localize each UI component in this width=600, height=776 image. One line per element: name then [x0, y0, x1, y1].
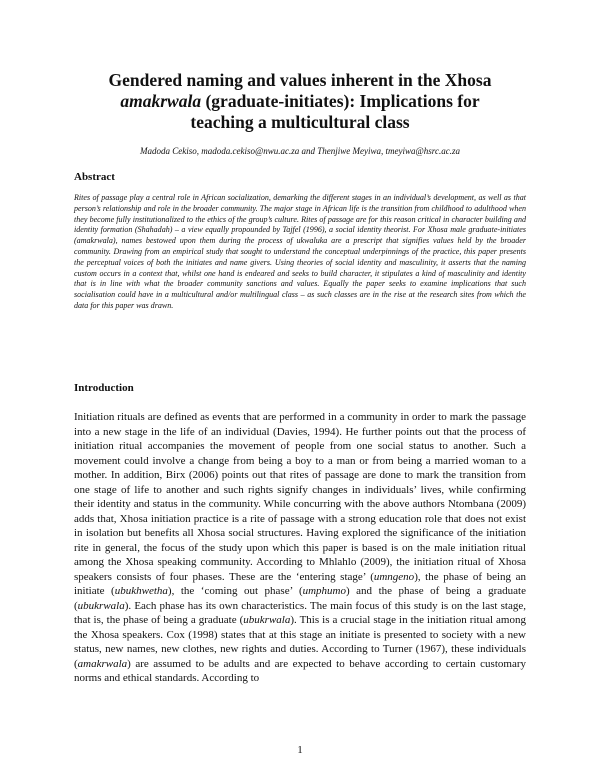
author-line: Madoda Cekiso, madoda.cekiso@nwu.ac.za and Thenjiwe Meyiwa, tmeyiwa@hsrc.ac.za: [140, 146, 460, 156]
abstract-heading: Abstract: [74, 171, 115, 183]
title-line-3: teaching a multicultural class: [190, 112, 410, 132]
intro-term-1: umngeno: [373, 570, 415, 583]
paper-title: [60, 70, 540, 133]
intro-text-2: ), the phase of being an initiate (: [74, 570, 526, 597]
intro-term-6: amakrwala: [77, 657, 128, 670]
intro-term-2: ubukhwetha: [114, 585, 168, 597]
page-number: 1: [297, 744, 303, 756]
intro-term-5: ubukrwala: [243, 614, 291, 626]
introduction-paragraph: [74, 410, 526, 686]
intro-text-5: ). Each phase has its own characteristics. The main focus of this study is on the last stage, that is, the phase of being a graduate (: [74, 599, 526, 626]
intro-text-4: ) and the phase of being a graduate (: [74, 585, 526, 612]
intro-term-3: umphumo: [302, 585, 346, 597]
title-line-2: [60, 91, 540, 112]
intro-term-4: ubukrwala: [77, 599, 125, 612]
title-line-2-rest: (graduate-initiates): Implications for: [201, 91, 480, 111]
title-line-1: Gendered naming and values inherent in the Xhosa: [108, 70, 492, 90]
intro-text-3: ), the ‘coming out phase’ (: [167, 585, 303, 597]
intro-text-6: ). This is a crucial stage in the initiation ritual among the Xhosa speakers. Cox (1998) states that at this stage an initiate is presented to society with a new status, new names, new clothes, new rights and duties. According to Turner (1967), these individuals (: [74, 614, 526, 670]
intro-text-1: Initiation rituals are defined as events that are performed in a community in order to mark the passage into a new stage in the life of an individual (Davies, 1994). He further points out that the process of initiation ritual accompanies the movement of people from one social status to another. Such a movement could involve a change from being a boy to a man or from being a married woman to a mother. In addition, Birx (2006) points out that rites of passage are done to mark the transition from one stage of life to another and such rights signify changes in individuals’ lives, while confirming their identity and status in the community. While concurring with the above authors Ntombana (2009) adds that, Xhosa initiation practice is a rite of passage with a strong education role that does not exist in isolation but benefits all Xhosa social structures. Having explored the significance of the initiation rite in general, the focus of the study upon which this paper is based is on the male initiation ritual among the Xhosa speaking community. According to Mhlahlo (2009), the initiation ritual of Xhosa speakers consists of four phases. These are the ‘entering stage’ (: [74, 411, 526, 583]
introduction-heading: Introduction: [74, 382, 134, 394]
abstract-text: Rites of passage play a central role in African socialization, demarking the different stages in an individual’s development, as well as that person’s relationship and role in the broader community. The major stage in African life is the transition from childhood to adulthood when they become fully institutionalized to the ethics of the group’s culture. Rites of passage are for this reason critical in character building and identity formation (Shahadah) – a view equally propounded by Tajfel (1996), a social identity theorist. For Xhosa male graduate-initiates (amakrwala), names bestowed upon them during the process of ukwaluka are a prescript that signifies values held by the broader community. Drawing from an empirical study that sought to understand the conceptual underpinnings of the practice, this paper presents the perceptual voices of both the initiates and name givers. Using theories of social identity and masculinity, it asserts that the naming custom occurs in a context that, whilst one hand is endeared and seeks to build character, it stipulates a kind of masculinity and identity that is in line with what the broader community sanctions and values. Equally the paper seeks to examine implications that such socialisation could have in a multicultural and/or multilingual class – as such classes are in the rise at the research sites from which the data for this paper was drawn.: [74, 193, 526, 310]
intro-text-7: ) are assumed to be adults and are expected to behave according to certain customary norms and ethical standards. According to: [74, 657, 526, 684]
title-italic-term: amakrwala: [120, 91, 202, 111]
